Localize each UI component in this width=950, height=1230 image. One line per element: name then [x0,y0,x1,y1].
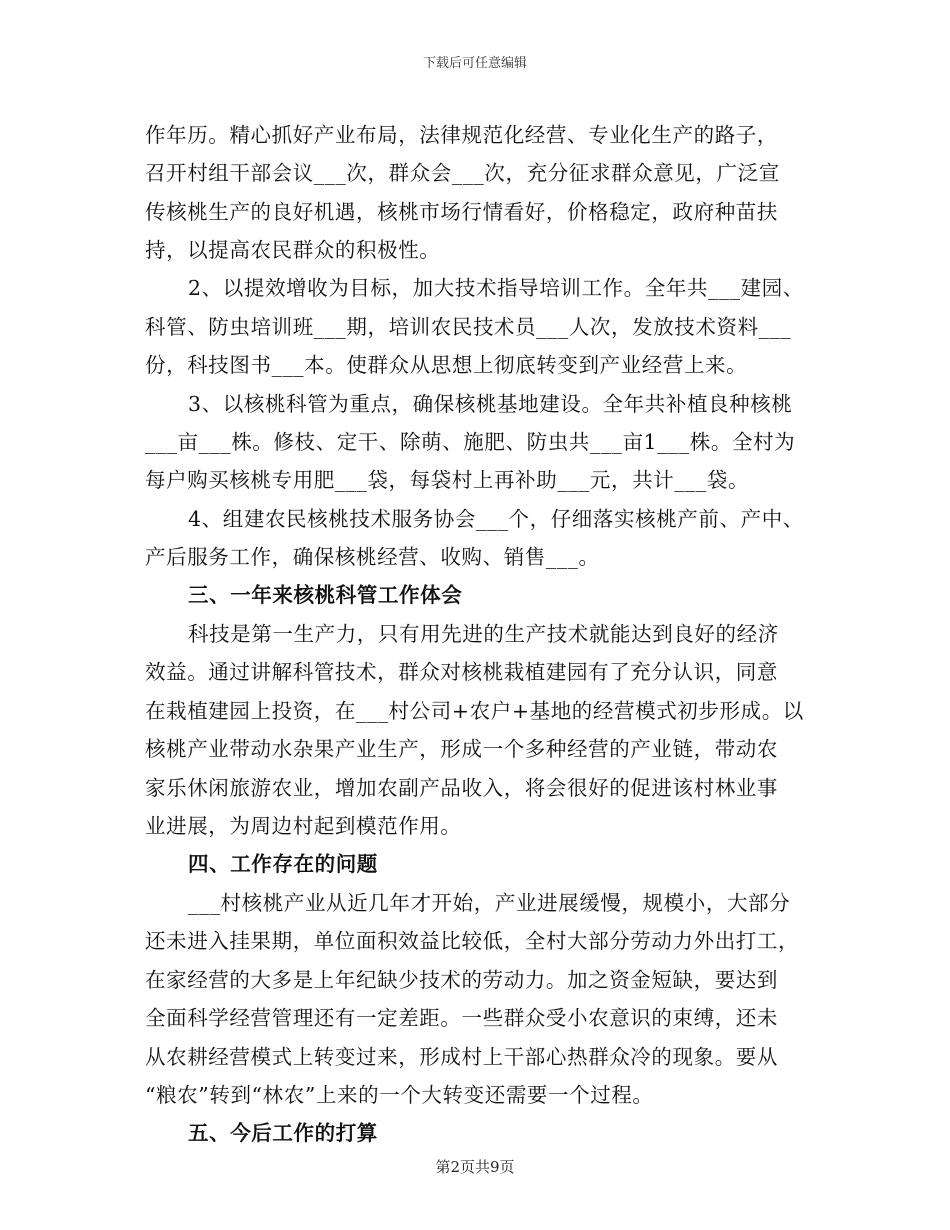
text-line: 科技是第一生产力，只有用先进的生产技术就能达到良好的经济 [188,622,779,646]
text-line: 传核桃生产的良好机遇，核桃市场行情看好，价格稳定，政府种苗扶 [145,200,778,224]
page-header: 下载后可任意编辑 [422,56,527,71]
text-line: 产后服务工作，确保核桃经营、收购、销售___。 [145,545,600,569]
text-line: 业进展，为周边村起到模范作用。 [145,814,462,838]
text-line: 还未进入挂果期，单位面积效益比较低，全村大部分劳动力外出打工， [145,929,800,953]
text-line: 召开村组干部会议___次，群众会___次，充分征求群众意见，广泛宣 [145,161,780,185]
text-line: 4、组建农民核桃技术服务协会___个，仔细落实核桃产前、产中、 [188,507,804,531]
text-line: 每户购买核桃专用肥___袋，每袋村上再补助___元，共计___袋。 [145,468,750,492]
text-line: 核桃产业带动水杂果产业生产，形成一个多种经营的产业链，带动农 [145,737,778,761]
section-heading: 五、今后工作的打算 [188,1121,378,1145]
text-line: 3、以核桃科管为重点，确保核桃基地建设。全年共补植良种核桃 [188,392,793,416]
text-line: 份，科技图书___本。使群众从思想上彻底转变到产业经营上来。 [145,353,748,377]
section-heading: 三、一年来核桃科管工作体会 [188,583,463,607]
text-line: ___村核桃产业从近几年才开始，产业进展缓慢，规模小，大部分 [188,891,791,915]
text-line: 家乐休闲旅游农业，增加农副产品收入，将会很好的促进该村林业事 [145,776,778,800]
text-line: 科管、防虫培训班___期，培训农民技术员___人次，发放技术资料___ [145,315,792,339]
text-line: 在栽植建园上投资，在___村公司+农户+基地的经营模式初步形成。以 [145,699,804,723]
text-line: 2、以提效增收为目标，加大技术指导培训工作。全年共___建园、 [188,276,804,300]
text-line: 持，以提高农民群众的积极性。 [145,238,441,262]
section-heading: 四、工作存在的问题 [188,852,378,876]
text-line: 作年历。精心抓好产业布局，法律规范化经营、专业化生产的路子， [145,123,778,147]
text-line: 从农耕经营模式上转变过来，形成村上干部心热群众冷的现象。要从 [145,1045,778,1069]
text-line: 在家经营的大多是上年纪缺少技术的劳动力。加之资金短缺，要达到 [145,968,778,992]
text-line: 全面科学经营管理还有一定差距。一些群众受小农意识的束缚，还未 [145,1006,778,1030]
text-line: 效益。通过讲解科管技术，群众对核桃栽植建园有了充分认识，同意 [145,660,778,684]
text-line: “粮农”转到“林农”上来的一个大转变还需要一个过程。 [145,1083,654,1107]
page-number: 第2页共9页 [435,1158,515,1176]
text-line: ___亩___株。修枝、定干、除萌、施肥、防虫共___亩1___株。全村为 [145,430,796,454]
